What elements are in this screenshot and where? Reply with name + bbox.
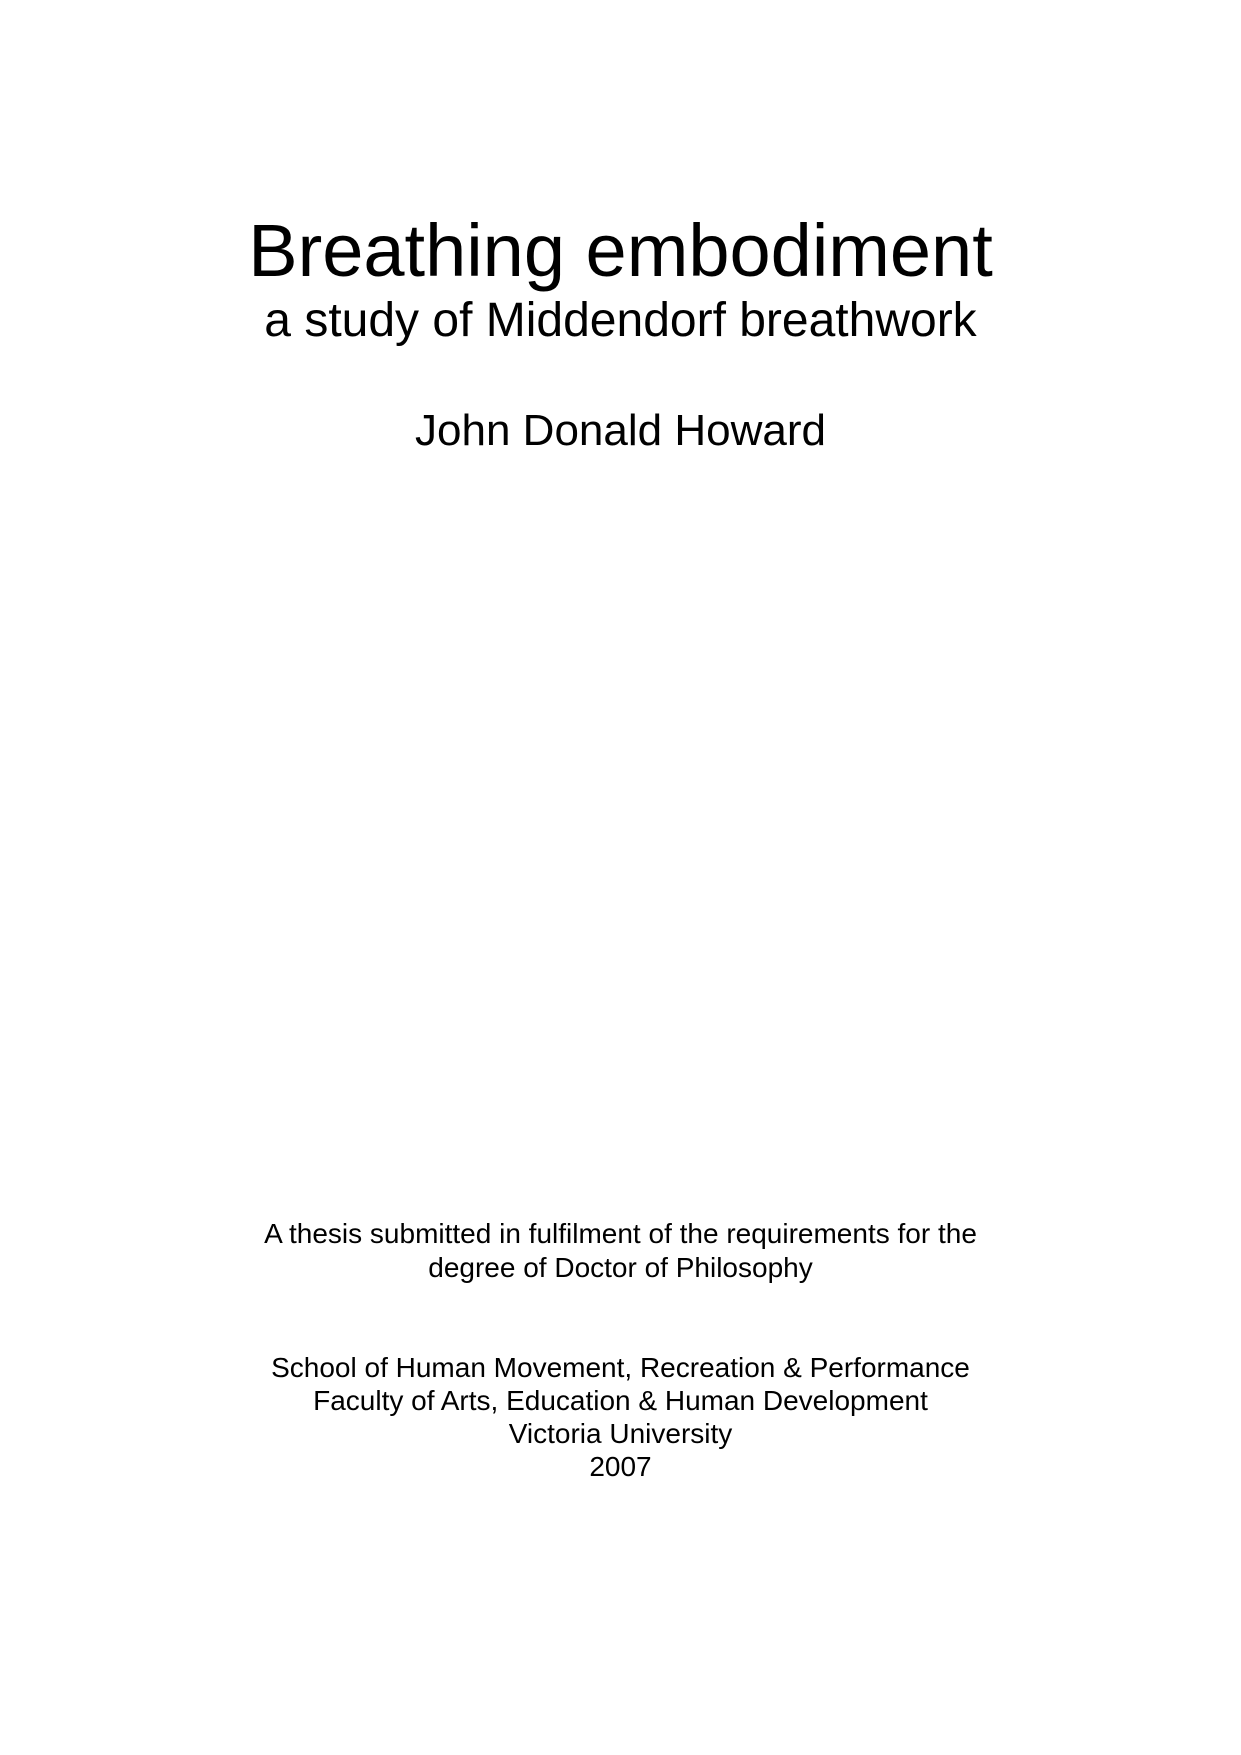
institution-block <box>0 1351 1241 1483</box>
degree-statement <box>0 1217 1241 1285</box>
thesis-subtitle: a study of Middendorf breathwork <box>264 294 977 347</box>
faculty-name: Faculty of Arts, Education & Human Development <box>313 1385 928 1416</box>
university-name: Victoria University <box>508 1418 733 1449</box>
submission-year: 2007 <box>589 1451 652 1482</box>
school-name: School of Human Movement, Recreation & Performance <box>271 1352 970 1383</box>
degree-statement-line: degree of Doctor of Philosophy <box>428 1252 813 1283</box>
thesis-title: Breathing embodiment <box>248 209 993 292</box>
author-name: John Donald Howard <box>415 406 826 455</box>
degree-statement-line: A thesis submitted in fulfilment of the requirements for the <box>264 1218 977 1249</box>
